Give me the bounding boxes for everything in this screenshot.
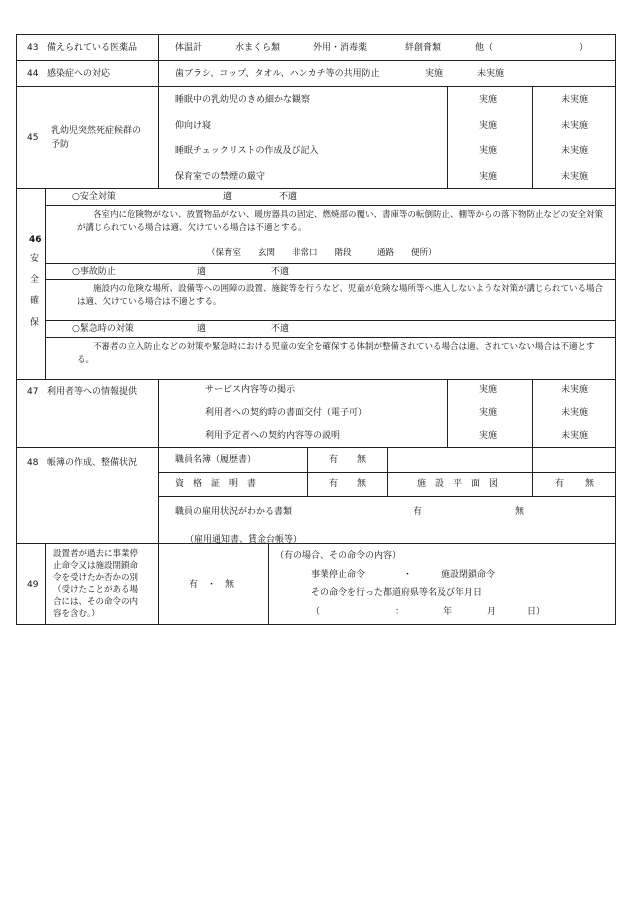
row-number: 43 bbox=[27, 43, 39, 53]
row-45 bbox=[16, 86, 616, 188]
staff-list-no: 無 bbox=[357, 455, 367, 465]
sids-no: 未実施 bbox=[561, 172, 589, 182]
sids-yes: 実施 bbox=[479, 95, 498, 105]
accident-prevention-title: ○事故防止 bbox=[72, 267, 116, 277]
date-colon: ： bbox=[395, 607, 405, 617]
row-label-line: 令を受けたか否かの別 bbox=[53, 573, 139, 583]
row-label-line2: 予防 bbox=[51, 140, 70, 150]
accident-prevention-desc: 施設内の危険な場所、設備等への囲障の設置、施錠等を行うなど、児童が危険な場所等へ進入しないような対策が講じられている場合は適、欠けている場合は不適とする。 bbox=[77, 284, 604, 307]
order-closure: 施設閉鎖命令 bbox=[441, 570, 496, 580]
order-separator: ・ bbox=[403, 570, 413, 580]
row-number: 44 bbox=[27, 69, 39, 79]
emergency-ok: 適 bbox=[197, 324, 207, 334]
sids-yes: 実施 bbox=[479, 121, 498, 131]
info-yes: 実施 bbox=[479, 385, 498, 395]
sids-no: 未実施 bbox=[561, 95, 589, 105]
infection-yes: 実施 bbox=[425, 69, 444, 79]
row-label: 備えられている医薬品 bbox=[47, 43, 138, 53]
vertical-label-char: 保 bbox=[30, 318, 40, 328]
sids-item: 保育室での禁煙の厳守 bbox=[175, 172, 266, 182]
cert-label: 資 格 証 明 書 bbox=[175, 479, 257, 489]
emergency-ng: 不適 bbox=[271, 324, 290, 334]
row-label-line: 合には、その命令の内 bbox=[53, 597, 139, 607]
employment-label: 職員の雇用状況がわかる書類 bbox=[175, 507, 293, 517]
safety-measures-ng: 不適 bbox=[279, 192, 298, 202]
info-item: 利用予定者への契約内容等の説明 bbox=[205, 431, 341, 441]
safety-measures-desc: 各室内に危険物がない、放置物品がない、暖房器具の固定、燃焼部の覆い、書庫等の転倒防止、棚等からの落下物防止などの安全対策が講じられている場合は適、欠けている場合は不適とする。 bbox=[77, 210, 604, 233]
row-number: 45 bbox=[27, 133, 39, 143]
accident-prevention-ng: 不適 bbox=[271, 267, 290, 277]
date-month: 月 bbox=[487, 607, 497, 617]
sids-item: 仰向け寝 bbox=[175, 121, 212, 131]
row-label-line: （受けたことがある場 bbox=[53, 585, 139, 595]
row-label: 感染症への対応 bbox=[47, 69, 111, 79]
cert-no: 無 bbox=[357, 479, 367, 489]
row-46 bbox=[16, 188, 616, 379]
sids-item: 睡眠中の乳幼児のきめ細かな観察 bbox=[175, 95, 311, 105]
infection-text: 歯ブラシ、コップ、タオル、ハンカチ等の共用防止 bbox=[175, 69, 380, 79]
medicine-other-open: 他（ bbox=[475, 43, 494, 53]
medicine-bandage: 絆創膏類 bbox=[405, 43, 442, 53]
date-day: 日） bbox=[527, 607, 546, 617]
sids-no: 未実施 bbox=[561, 121, 589, 131]
order-issuer: その命令を行った都道府県等名及び年月日 bbox=[311, 588, 483, 598]
medicine-other-close: ） bbox=[579, 43, 589, 53]
medicine-thermometer: 体温計 bbox=[175, 43, 203, 53]
safety-places: （保育室 玄関 非常口 階段 通路 便所） bbox=[207, 248, 437, 258]
info-no: 未実施 bbox=[561, 408, 589, 418]
staff-list-yes: 有 bbox=[329, 455, 339, 465]
row-label-line1: 乳幼児突然死症候群の bbox=[51, 126, 142, 136]
date-year: 年 bbox=[443, 607, 453, 617]
row-44 bbox=[16, 60, 616, 86]
row-label: 帳簿の作成、整備状況 bbox=[47, 458, 138, 468]
sids-no: 未実施 bbox=[561, 146, 589, 156]
emergency-title: ○緊急時の対策 bbox=[72, 324, 134, 334]
accident-prevention-ok: 適 bbox=[197, 267, 207, 277]
row-number: 47 bbox=[27, 387, 39, 397]
employment-note: （雇用通知書、賃金台帳等） bbox=[185, 535, 303, 545]
medicine-disinfectant: 外用・消毒薬 bbox=[313, 43, 368, 53]
infection-no: 未実施 bbox=[477, 69, 505, 79]
order-suspension: 事業停止命令 bbox=[311, 570, 366, 580]
safety-measures-ok: 適 bbox=[223, 192, 233, 202]
safety-measures-title: ○安全対策 bbox=[72, 192, 116, 202]
vertical-label-char: 確 bbox=[30, 296, 40, 306]
row-label: 利用者等への情報提供 bbox=[47, 387, 138, 397]
order-choice: 有 ・ 無 bbox=[189, 580, 235, 590]
cert-yes: 有 bbox=[329, 479, 339, 489]
floor-plan-no: 無 bbox=[585, 479, 595, 489]
row-label-line: 容を含む。） bbox=[53, 609, 100, 619]
row-number: 48 bbox=[27, 458, 39, 468]
row-43 bbox=[16, 34, 616, 60]
info-item: 利用者への契約時の書面交付（電子可） bbox=[205, 408, 368, 418]
row-number: 46 bbox=[29, 235, 42, 245]
sids-item: 睡眠チェックリストの作成及び記入 bbox=[175, 146, 319, 156]
row-number: 49 bbox=[27, 580, 39, 590]
sids-yes: 実施 bbox=[479, 172, 498, 182]
info-no: 未実施 bbox=[561, 431, 589, 441]
medicine-ice-pillow: 水まくら類 bbox=[235, 43, 281, 53]
floor-plan-label: 施 設 平 面 図 bbox=[417, 479, 499, 489]
sids-yes: 実施 bbox=[479, 146, 498, 156]
row-49 bbox=[16, 543, 616, 625]
info-item: サービス内容等の掲示 bbox=[205, 385, 296, 395]
order-content-title: （有の場合、その命令の内容） bbox=[275, 551, 402, 561]
employment-no: 無 bbox=[515, 507, 525, 517]
floor-plan-yes: 有 bbox=[555, 479, 565, 489]
info-yes: 実施 bbox=[479, 431, 498, 441]
info-yes: 実施 bbox=[479, 408, 498, 418]
row-47 bbox=[16, 379, 616, 447]
row-label-line: 止命令又は施設閉鎖命 bbox=[53, 561, 139, 571]
row-label-line: 設置者が過去に事業停 bbox=[53, 549, 139, 559]
vertical-label-char: 全 bbox=[30, 275, 40, 285]
date-open: （ bbox=[311, 607, 321, 617]
emergency-desc: 不審者の立入防止などの対策や緊急時における児童の安全を確保する体制が整備されている場合は適、されていない場合は不適とする。 bbox=[77, 342, 595, 365]
employment-yes: 有 bbox=[413, 507, 423, 517]
info-no: 未実施 bbox=[561, 385, 589, 395]
vertical-label-char: 安 bbox=[30, 254, 40, 264]
staff-list-label: 職員名簿（履歴書） bbox=[175, 455, 257, 465]
